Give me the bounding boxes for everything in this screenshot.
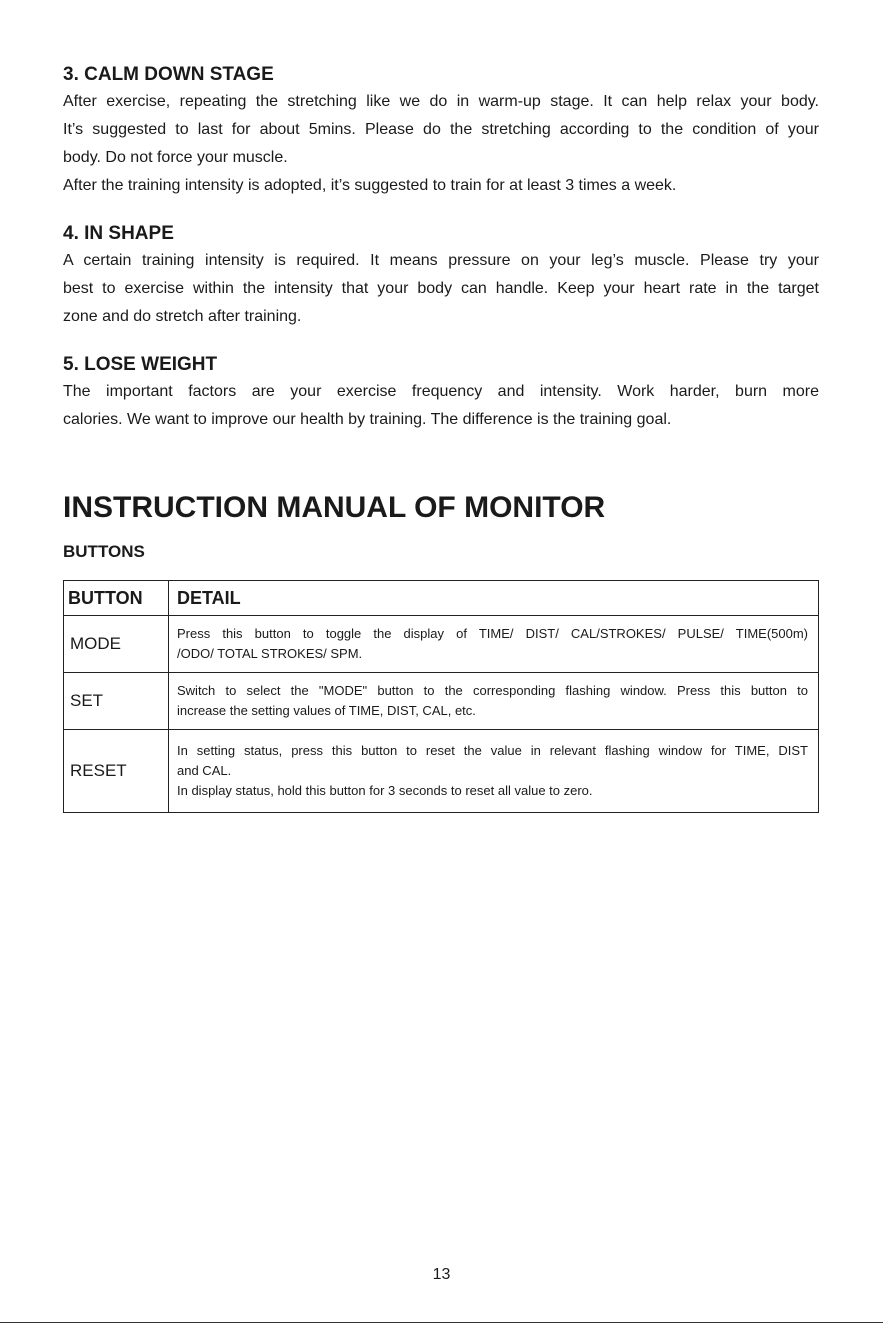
detail-line: increase the setting values of TIME, DIST, CAL, etc. — [177, 703, 476, 718]
table-row — [64, 730, 819, 813]
buttons-table — [63, 580, 819, 813]
header-detail: DETAIL — [169, 581, 819, 616]
table-header-row — [64, 581, 819, 616]
bottom-divider — [0, 1322, 883, 1323]
paragraph-line: After the training intensity is adopted, it’s suggested to train for at least 3 times a week. — [63, 177, 677, 194]
section-heading: 4. IN SHAPE — [63, 223, 174, 244]
paragraph-line: calories. We want to improve our health by training. The difference is the training goal. — [63, 411, 672, 428]
paragraph-line: After exercise, repeating the stretching like we do in warm-up stage. It can help relax your body. — [63, 93, 819, 110]
buttons-heading: BUTTONS — [63, 542, 145, 561]
paragraph-line: It’s suggested to last for about 5mins. Please do the stretching according to the condition of your — [63, 121, 819, 138]
section-lose-weight — [63, 352, 819, 434]
manual-page — [63, 62, 819, 798]
paragraph-line: body. Do not force your muscle. — [63, 149, 288, 166]
table-row — [64, 673, 819, 730]
button-detail — [169, 616, 819, 673]
manual-title: INSTRUCTION MANUAL OF MONITOR — [63, 491, 606, 524]
paragraph-line: A certain training intensity is required. It means pressure on your leg’s muscle. Please try your — [63, 252, 819, 269]
detail-line: and CAL. — [177, 763, 232, 778]
table-row — [64, 616, 819, 673]
section-heading: 5. LOSE WEIGHT — [63, 354, 218, 375]
detail-line: Switch to select the "MODE" button to the corresponding flashing window. Press this button to — [177, 683, 808, 698]
button-name: SET — [64, 673, 169, 730]
section-calm-down — [63, 62, 819, 200]
detail-line: /ODO/ TOTAL STROKES/ SPM. — [177, 646, 363, 661]
button-name: MODE — [64, 616, 169, 673]
button-name: RESET — [64, 730, 169, 813]
header-button: BUTTON — [64, 581, 169, 616]
button-detail — [169, 673, 819, 730]
page-number: 13 — [432, 1266, 451, 1283]
section-in-shape — [63, 221, 819, 331]
section-heading: 3. CALM DOWN STAGE — [63, 64, 274, 85]
paragraph-line: zone and do stretch after training. — [63, 308, 302, 325]
detail-line: Press this button to toggle the display of TIME/ DIST/ CAL/STROKES/ PULSE/ TIME(500m) — [177, 626, 808, 641]
paragraph-line: The important factors are your exercise frequency and intensity. Work harder, burn more — [63, 383, 819, 400]
paragraph-line: best to exercise within the intensity that your body can handle. Keep your heart rate in the target — [63, 280, 819, 297]
detail-line: In setting status, press this button to reset the value in relevant flashing window for TIME, DIST — [177, 743, 808, 758]
button-detail — [169, 730, 819, 813]
detail-line: In display status, hold this button for 3 seconds to reset all value to zero. — [177, 783, 593, 798]
